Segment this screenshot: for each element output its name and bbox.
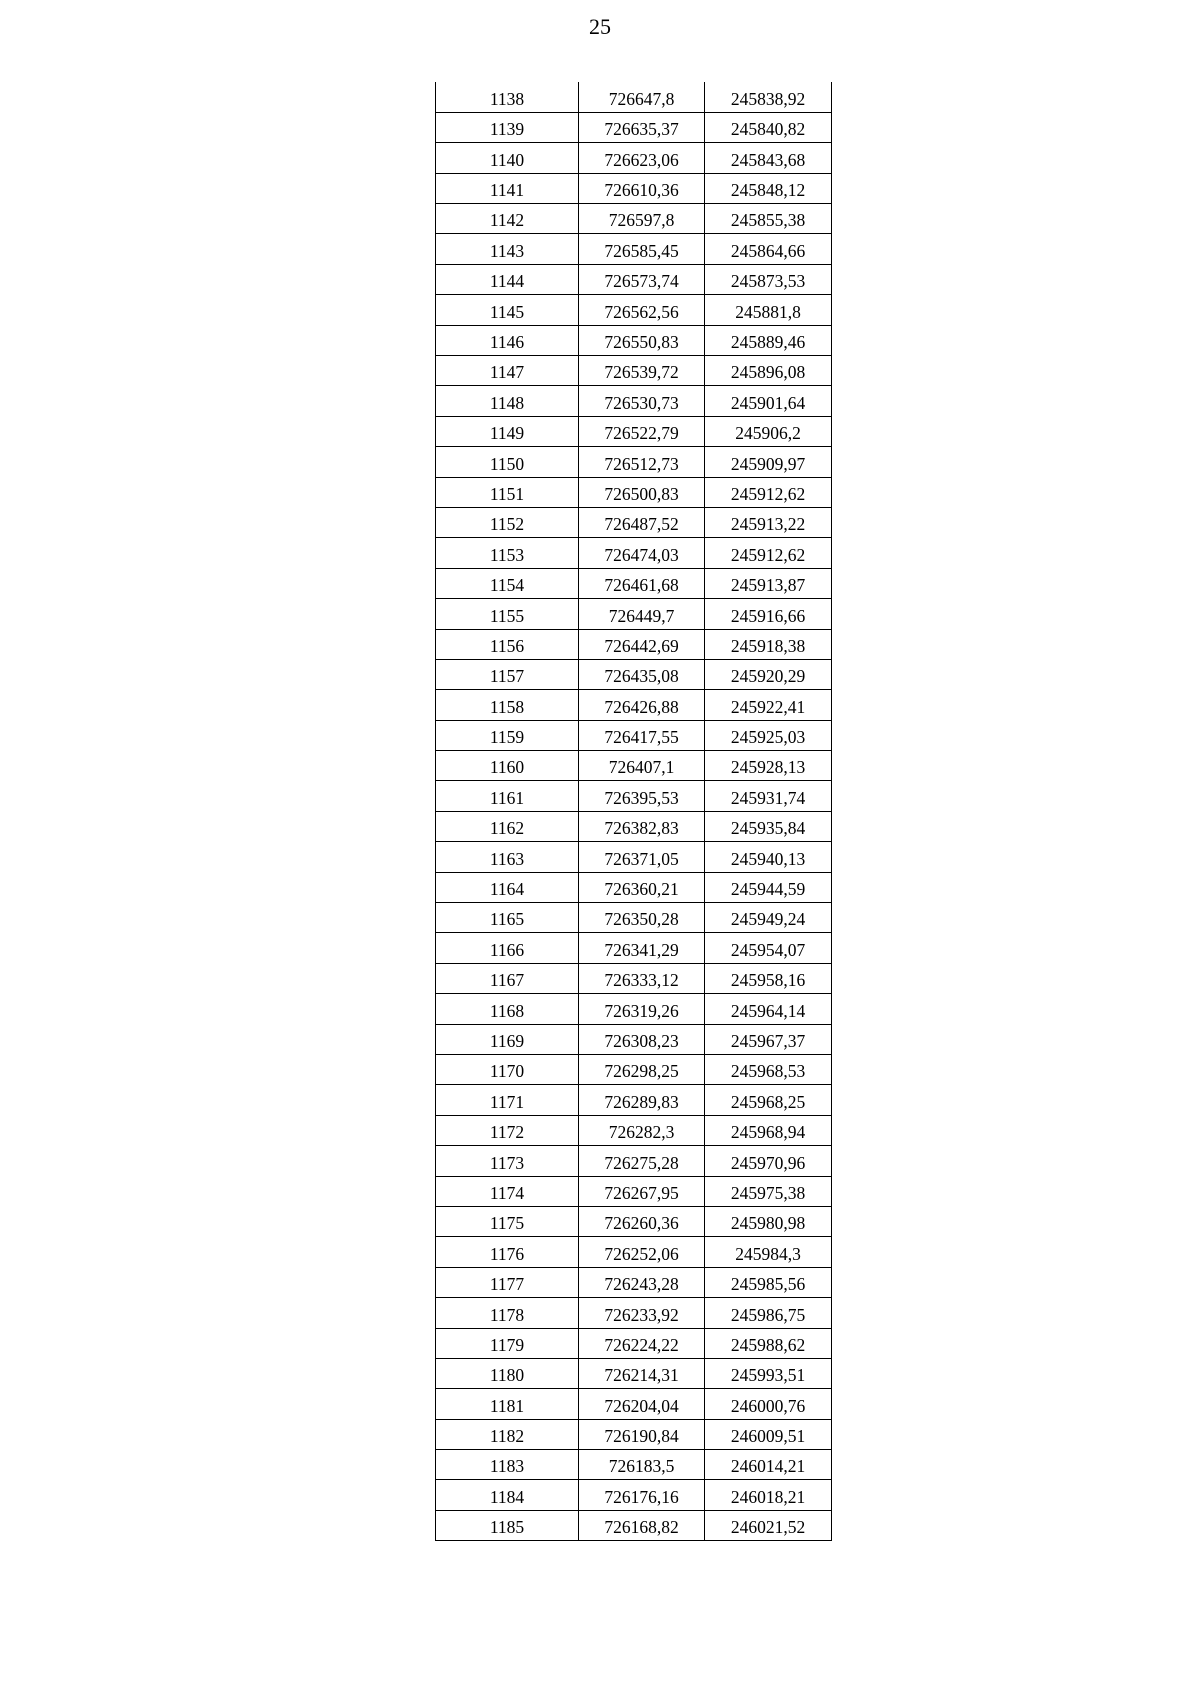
y-coordinate-cell: 245906,2: [705, 416, 832, 446]
x-coordinate-cell: 726371,05: [579, 842, 705, 872]
table-row: [436, 325, 832, 355]
point-number-cell: 1183: [436, 1450, 579, 1480]
y-coordinate-cell: 245913,87: [705, 568, 832, 598]
table-row: [436, 1419, 832, 1449]
x-coordinate-cell: 726298,25: [579, 1055, 705, 1085]
x-coordinate-cell: 726539,72: [579, 356, 705, 386]
y-coordinate-cell: 245912,62: [705, 538, 832, 568]
x-coordinate-cell: 726267,95: [579, 1176, 705, 1206]
y-coordinate-cell: 245968,25: [705, 1085, 832, 1115]
y-coordinate-cell: 245873,53: [705, 264, 832, 294]
table-row: [436, 1206, 832, 1236]
point-number-cell: 1138: [436, 82, 579, 112]
y-coordinate-cell: 246021,52: [705, 1510, 832, 1540]
y-coordinate-cell: 245993,51: [705, 1358, 832, 1388]
x-coordinate-cell: 726204,04: [579, 1389, 705, 1419]
point-number-cell: 1142: [436, 204, 579, 234]
x-coordinate-cell: 726319,26: [579, 994, 705, 1024]
table-row: [436, 1298, 832, 1328]
point-number-cell: 1184: [436, 1480, 579, 1510]
y-coordinate-cell: 245970,96: [705, 1146, 832, 1176]
point-number-cell: 1144: [436, 264, 579, 294]
table-row: [436, 143, 832, 173]
y-coordinate-cell: 246009,51: [705, 1419, 832, 1449]
coordinates-table: [435, 82, 832, 1541]
point-number-cell: 1178: [436, 1298, 579, 1328]
point-number-cell: 1163: [436, 842, 579, 872]
point-number-cell: 1172: [436, 1115, 579, 1145]
y-coordinate-cell: 245896,08: [705, 356, 832, 386]
point-number-cell: 1148: [436, 386, 579, 416]
x-coordinate-cell: 726442,69: [579, 629, 705, 659]
y-coordinate-cell: 245988,62: [705, 1328, 832, 1358]
y-coordinate-cell: 245881,8: [705, 295, 832, 325]
point-number-cell: 1154: [436, 568, 579, 598]
x-coordinate-cell: 726350,28: [579, 903, 705, 933]
table-row: [436, 264, 832, 294]
table-row: [436, 386, 832, 416]
y-coordinate-cell: 245855,38: [705, 204, 832, 234]
x-coordinate-cell: 726233,92: [579, 1298, 705, 1328]
y-coordinate-cell: 245925,03: [705, 720, 832, 750]
table-row: [436, 416, 832, 446]
point-number-cell: 1147: [436, 356, 579, 386]
y-coordinate-cell: 246018,21: [705, 1480, 832, 1510]
x-coordinate-cell: 726647,8: [579, 82, 705, 112]
x-coordinate-cell: 726382,83: [579, 811, 705, 841]
point-number-cell: 1155: [436, 599, 579, 629]
table-row: [436, 204, 832, 234]
y-coordinate-cell: 245864,66: [705, 234, 832, 264]
table-row: [436, 1267, 832, 1297]
x-coordinate-cell: 726183,5: [579, 1450, 705, 1480]
x-coordinate-cell: 726635,37: [579, 112, 705, 142]
x-coordinate-cell: 726360,21: [579, 872, 705, 902]
table-row: [436, 173, 832, 203]
y-coordinate-cell: 245986,75: [705, 1298, 832, 1328]
point-number-cell: 1169: [436, 1024, 579, 1054]
x-coordinate-cell: 726449,7: [579, 599, 705, 629]
table-row: [436, 568, 832, 598]
point-number-cell: 1143: [436, 234, 579, 264]
x-coordinate-cell: 726168,82: [579, 1510, 705, 1540]
x-coordinate-cell: 726224,22: [579, 1328, 705, 1358]
table-row: [436, 1237, 832, 1267]
x-coordinate-cell: 726585,45: [579, 234, 705, 264]
x-coordinate-cell: 726474,03: [579, 538, 705, 568]
coordinates-table-body: [436, 82, 832, 1541]
table-row: [436, 477, 832, 507]
point-number-cell: 1164: [436, 872, 579, 902]
point-number-cell: 1140: [436, 143, 579, 173]
x-coordinate-cell: 726522,79: [579, 416, 705, 446]
point-number-cell: 1158: [436, 690, 579, 720]
table-row: [436, 963, 832, 993]
point-number-cell: 1174: [436, 1176, 579, 1206]
table-row: [436, 811, 832, 841]
table-row: [436, 1328, 832, 1358]
table-row: [436, 507, 832, 537]
x-coordinate-cell: 726308,23: [579, 1024, 705, 1054]
x-coordinate-cell: 726610,36: [579, 173, 705, 203]
point-number-cell: 1153: [436, 538, 579, 568]
x-coordinate-cell: 726597,8: [579, 204, 705, 234]
y-coordinate-cell: 246014,21: [705, 1450, 832, 1480]
table-row: [436, 690, 832, 720]
point-number-cell: 1146: [436, 325, 579, 355]
x-coordinate-cell: 726243,28: [579, 1267, 705, 1297]
table-row: [436, 82, 832, 112]
x-coordinate-cell: 726176,16: [579, 1480, 705, 1510]
table-row: [436, 1115, 832, 1145]
x-coordinate-cell: 726500,83: [579, 477, 705, 507]
table-row: [436, 112, 832, 142]
point-number-cell: 1173: [436, 1146, 579, 1176]
table-row: [436, 629, 832, 659]
y-coordinate-cell: 245958,16: [705, 963, 832, 993]
y-coordinate-cell: 245838,92: [705, 82, 832, 112]
y-coordinate-cell: 245848,12: [705, 173, 832, 203]
x-coordinate-cell: 726407,1: [579, 751, 705, 781]
point-number-cell: 1165: [436, 903, 579, 933]
table-row: [436, 720, 832, 750]
x-coordinate-cell: 726573,74: [579, 264, 705, 294]
y-coordinate-cell: 245968,94: [705, 1115, 832, 1145]
point-number-cell: 1160: [436, 751, 579, 781]
y-coordinate-cell: 245916,66: [705, 599, 832, 629]
table-row: [436, 751, 832, 781]
table-row: [436, 234, 832, 264]
point-number-cell: 1168: [436, 994, 579, 1024]
point-number-cell: 1157: [436, 659, 579, 689]
y-coordinate-cell: 245922,41: [705, 690, 832, 720]
table-row: [436, 903, 832, 933]
point-number-cell: 1161: [436, 781, 579, 811]
point-number-cell: 1156: [436, 629, 579, 659]
y-coordinate-cell: 245967,37: [705, 1024, 832, 1054]
table-row: [436, 1176, 832, 1206]
y-coordinate-cell: 245931,74: [705, 781, 832, 811]
x-coordinate-cell: 726333,12: [579, 963, 705, 993]
table-row: [436, 1389, 832, 1419]
page-number: 25: [589, 14, 611, 39]
table-row: [436, 842, 832, 872]
point-number-cell: 1159: [436, 720, 579, 750]
y-coordinate-cell: 245985,56: [705, 1267, 832, 1297]
table-row: [436, 781, 832, 811]
y-coordinate-cell: 245909,97: [705, 447, 832, 477]
point-number-cell: 1150: [436, 447, 579, 477]
point-number-cell: 1145: [436, 295, 579, 325]
x-coordinate-cell: 726461,68: [579, 568, 705, 598]
y-coordinate-cell: 245964,14: [705, 994, 832, 1024]
x-coordinate-cell: 726275,28: [579, 1146, 705, 1176]
y-coordinate-cell: 245840,82: [705, 112, 832, 142]
table-row: [436, 1024, 832, 1054]
point-number-cell: 1171: [436, 1085, 579, 1115]
y-coordinate-cell: 245984,3: [705, 1237, 832, 1267]
y-coordinate-cell: 245918,38: [705, 629, 832, 659]
point-number-cell: 1177: [436, 1267, 579, 1297]
point-number-cell: 1151: [436, 477, 579, 507]
x-coordinate-cell: 726289,83: [579, 1085, 705, 1115]
y-coordinate-cell: 245843,68: [705, 143, 832, 173]
y-coordinate-cell: 245949,24: [705, 903, 832, 933]
y-coordinate-cell: 245901,64: [705, 386, 832, 416]
x-coordinate-cell: 726435,08: [579, 659, 705, 689]
table-row: [436, 1450, 832, 1480]
y-coordinate-cell: 245935,84: [705, 811, 832, 841]
y-coordinate-cell: 245980,98: [705, 1206, 832, 1236]
point-number-cell: 1175: [436, 1206, 579, 1236]
point-number-cell: 1182: [436, 1419, 579, 1449]
y-coordinate-cell: 245975,38: [705, 1176, 832, 1206]
x-coordinate-cell: 726417,55: [579, 720, 705, 750]
table-row: [436, 538, 832, 568]
y-coordinate-cell: 245940,13: [705, 842, 832, 872]
table-row: [436, 872, 832, 902]
y-coordinate-cell: 245944,59: [705, 872, 832, 902]
y-coordinate-cell: 245912,62: [705, 477, 832, 507]
y-coordinate-cell: 246000,76: [705, 1389, 832, 1419]
point-number-cell: 1167: [436, 963, 579, 993]
point-number-cell: 1149: [436, 416, 579, 446]
table-row: [436, 994, 832, 1024]
x-coordinate-cell: 726252,06: [579, 1237, 705, 1267]
x-coordinate-cell: 726623,06: [579, 143, 705, 173]
x-coordinate-cell: 726190,84: [579, 1419, 705, 1449]
x-coordinate-cell: 726562,56: [579, 295, 705, 325]
y-coordinate-cell: 245920,29: [705, 659, 832, 689]
point-number-cell: 1185: [436, 1510, 579, 1540]
point-number-cell: 1162: [436, 811, 579, 841]
point-number-cell: 1181: [436, 1389, 579, 1419]
table-row: [436, 599, 832, 629]
x-coordinate-cell: 726214,31: [579, 1358, 705, 1388]
x-coordinate-cell: 726530,73: [579, 386, 705, 416]
table-row: [436, 1146, 832, 1176]
table-row: [436, 356, 832, 386]
x-coordinate-cell: 726512,73: [579, 447, 705, 477]
point-number-cell: 1152: [436, 507, 579, 537]
point-number-cell: 1170: [436, 1055, 579, 1085]
table-row: [436, 659, 832, 689]
table-row: [436, 295, 832, 325]
table-row: [436, 447, 832, 477]
table-row: [436, 1358, 832, 1388]
point-number-cell: 1139: [436, 112, 579, 142]
x-coordinate-cell: 726395,53: [579, 781, 705, 811]
x-coordinate-cell: 726260,36: [579, 1206, 705, 1236]
point-number-cell: 1166: [436, 933, 579, 963]
y-coordinate-cell: 245954,07: [705, 933, 832, 963]
x-coordinate-cell: 726426,88: [579, 690, 705, 720]
x-coordinate-cell: 726282,3: [579, 1115, 705, 1145]
table-row: [436, 1510, 832, 1540]
y-coordinate-cell: 245968,53: [705, 1055, 832, 1085]
y-coordinate-cell: 245928,13: [705, 751, 832, 781]
table-row: [436, 933, 832, 963]
point-number-cell: 1176: [436, 1237, 579, 1267]
table-row: [436, 1055, 832, 1085]
table-row: [436, 1085, 832, 1115]
point-number-cell: 1141: [436, 173, 579, 203]
point-number-cell: 1179: [436, 1328, 579, 1358]
table-row: [436, 1480, 832, 1510]
x-coordinate-cell: 726550,83: [579, 325, 705, 355]
y-coordinate-cell: 245913,22: [705, 507, 832, 537]
y-coordinate-cell: 245889,46: [705, 325, 832, 355]
x-coordinate-cell: 726487,52: [579, 507, 705, 537]
x-coordinate-cell: 726341,29: [579, 933, 705, 963]
point-number-cell: 1180: [436, 1358, 579, 1388]
